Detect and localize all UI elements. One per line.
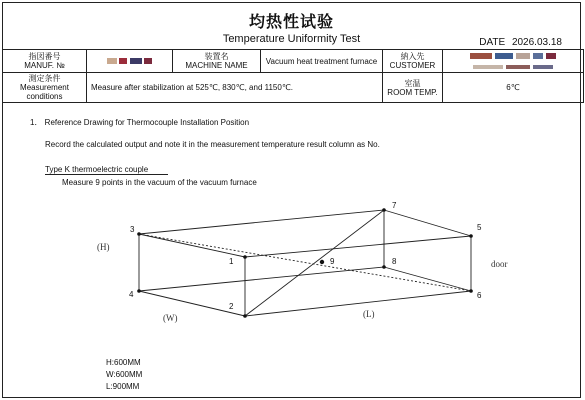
edge-line [384, 210, 471, 236]
point-8-dot [382, 265, 386, 269]
point-label-9: 9 [330, 257, 335, 266]
measure-instruction: Measure 9 points in the vacuum of the vacuum furnace [62, 178, 257, 187]
edge-line [139, 210, 384, 234]
point-6-dot [469, 289, 473, 293]
page-title-en: Temperature Uniformity Test [222, 33, 361, 45]
point-label-6: 6 [477, 291, 482, 300]
diagonal-line [245, 210, 384, 316]
height-label: (H) [97, 242, 110, 252]
door-label: door [491, 259, 508, 269]
point-label-1: 1 [229, 257, 234, 266]
room-temp-value: 6℃ [443, 73, 584, 103]
point-9-dot [320, 260, 324, 264]
conditions-value: Measure after stabilization at 525℃, 830℃, and 1150℃. [87, 73, 383, 103]
page-title-cn: 均热性试验 [248, 12, 334, 31]
edge-line [245, 291, 471, 316]
conditions-label-en2: conditions [26, 92, 63, 101]
edge-line [139, 267, 384, 291]
date-value: 2026.03.18 [511, 37, 562, 48]
conditions-label-en1: Measurement [20, 83, 69, 92]
diagonal-line-dashed [139, 234, 471, 291]
room-temp-label-en: ROOM TEMP. [387, 87, 438, 97]
edge-line [245, 236, 471, 257]
point-7-dot [382, 208, 386, 212]
dimension-h: H:600MM [106, 358, 141, 367]
edge-line [139, 234, 245, 257]
machine-value: Vacuum heat treatment furnace [261, 50, 383, 73]
point-label-5: 5 [477, 223, 482, 232]
point-5-dot [469, 234, 473, 238]
point-label-4: 4 [129, 290, 134, 299]
point-2-dot [243, 314, 247, 318]
dimension-w: W:600MM [106, 370, 143, 379]
manuf-label-en: MANUF. № [24, 61, 65, 70]
dimension-l: L:900MM [106, 382, 140, 391]
machine-label-en: MACHINE NAME [185, 61, 248, 70]
customer-label-en: CUSTOMER [389, 61, 436, 70]
date-label: DATE [479, 37, 506, 48]
point-1-dot [243, 255, 247, 259]
manuf-label-jp: 指図番号 [28, 52, 61, 61]
instruction-note: Record the calculated output and note it in the measurement temperature result column as No. [45, 140, 380, 149]
room-temp-label-jp: 室温 [404, 78, 421, 88]
point-label-8: 8 [392, 257, 397, 266]
thermocouple-type: Type K thermoelectric couple [45, 165, 168, 175]
dimensions-block [106, 357, 142, 393]
section-title: 1． Reference Drawing for Thermocouple Installation Position [30, 118, 250, 127]
machine-label-jp: 装置名 [204, 52, 229, 61]
point-label-7: 7 [392, 201, 397, 210]
customer-label-jp: 納入先 [400, 52, 425, 61]
point-label-2: 2 [229, 302, 234, 311]
point-label-3: 3 [130, 225, 135, 234]
conditions-label-jp: 測定条件 [28, 74, 61, 83]
width-label: (W) [163, 313, 178, 323]
point-3-dot [137, 232, 141, 236]
edge-line [384, 267, 471, 291]
length-label: (L) [363, 309, 375, 319]
point-4-dot [137, 289, 141, 293]
